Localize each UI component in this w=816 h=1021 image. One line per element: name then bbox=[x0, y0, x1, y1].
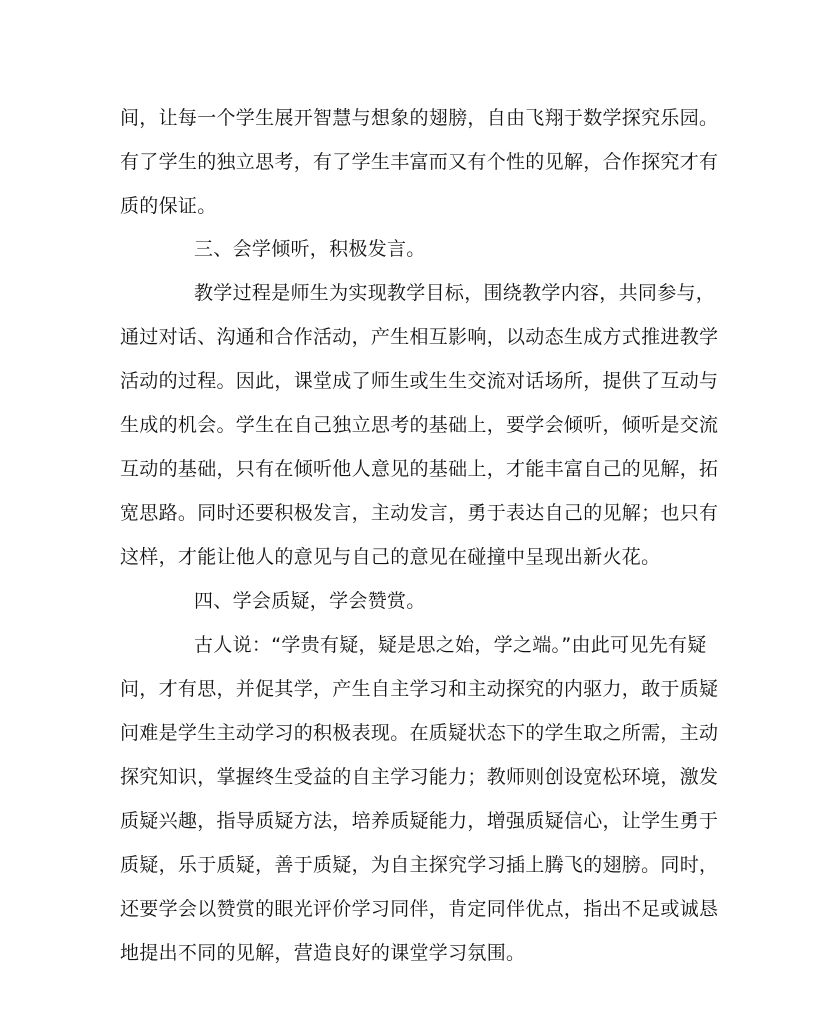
text-line: 地提出不同的见解，营造良好的课堂学习氛围。 bbox=[120, 942, 526, 964]
text-line: 探究知识，掌握终生受益的自主学习能力；教师则创设宽松环境，激发 bbox=[120, 766, 719, 788]
text-line: 教学过程是师生为实现教学目标，围绕教学内容，共同参与， bbox=[194, 282, 716, 304]
text-line: 有了学生的独立思考，有了学生丰富而又有个性的见解，合作探究才有 bbox=[120, 151, 719, 173]
section-heading-4: 四、学会质疑，学会赞赏。 bbox=[194, 590, 426, 612]
text-line: 问，才有思，并促其学，产生自主学习和主动探究的内驱力，敢于质疑 bbox=[120, 678, 719, 700]
text-line: 生成的机会。学生在自己独立思考的基础上，要学会倾听，倾听是交流 bbox=[120, 414, 719, 436]
text-line: 这样，才能让他人的意见与自己的意见在碰撞中呈现出新火花。 bbox=[120, 546, 661, 568]
text-line: 质疑，乐于质疑，善于质疑，为自主探究学习插上腾飞的翅膀。同时， bbox=[120, 854, 719, 876]
text-line: 间，让每一个学生展开智慧与想象的翅膀，自由飞翔于数学探究乐园。 bbox=[120, 107, 719, 129]
text-line: 质的保证。 bbox=[120, 195, 217, 217]
text-line: 质疑兴趣，指导质疑方法，培养质疑能力，增强质疑信心，让学生勇于 bbox=[120, 810, 719, 832]
text-line: 问难是学生主动学习的积极表现。在质疑状态下的学生取之所需，主动 bbox=[120, 722, 719, 744]
text-line: 还要学会以赞赏的眼光评价学习同伴，肯定同伴优点，指出不足或诚恳 bbox=[120, 898, 719, 920]
text-line: 宽思路。同时还要积极发言，主动发言，勇于表达自己的见解；也只有 bbox=[120, 502, 719, 524]
text-line: 古人说：“学贵有疑，疑是思之始，学之端。”由此可见先有疑 bbox=[194, 634, 707, 656]
text-line: 互动的基础，只有在倾听他人意见的基础上，才能丰富自己的见解，拓 bbox=[120, 458, 719, 480]
text-line: 活动的过程。因此，课堂成了师生或生生交流对话场所，提供了互动与 bbox=[120, 370, 719, 392]
section-heading-3: 三、会学倾听，积极发言。 bbox=[194, 238, 426, 260]
text-line: 通过对话、沟通和合作活动，产生相互影响，以动态生成方式推进教学 bbox=[120, 326, 719, 348]
